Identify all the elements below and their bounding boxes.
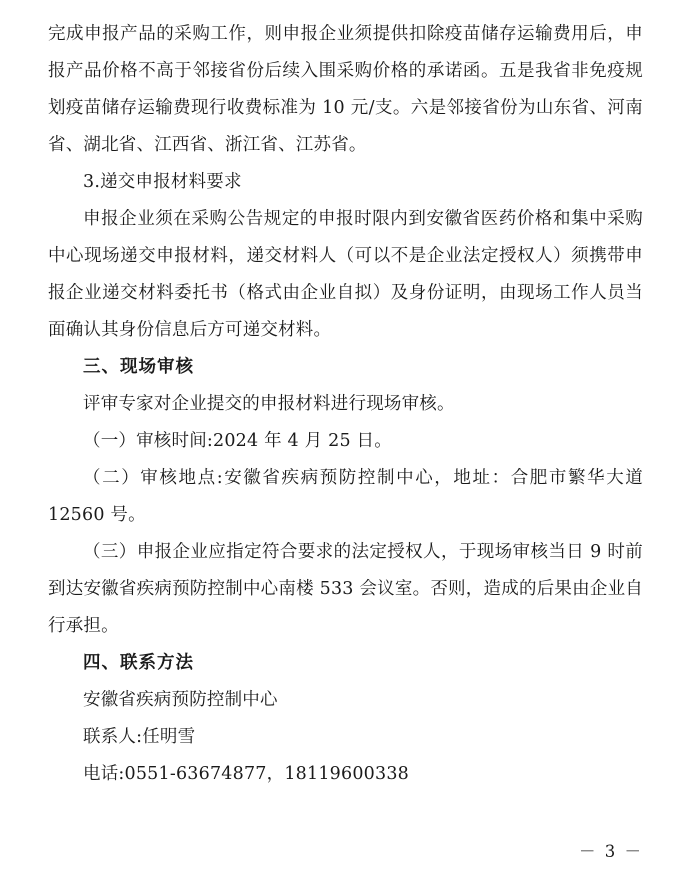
- page-number: － 3 －: [579, 842, 643, 861]
- paragraph-contact-phone: 电话:0551-63674877，18119600338: [83, 764, 409, 784]
- heading-onsite-review: 三、现场审核: [83, 357, 194, 377]
- paragraph-submission-requirements-body: 申报企业须在采购公告规定的申报时限内到安徽省医药价格和集中采购中心现场递交申报材料，递交材料人（可以不是企业法定授权人）须携带申报企业递交材料委托书（格式由企业自拟）及身份证明，由现场工作人员当面确认其身份信息后方可递交材料。: [48, 209, 643, 340]
- document-body: [48, 16, 643, 793]
- paragraph-review-location: （二）审核地点:安徽省疾病预防控制中心，地址：合肥市繁华大道 12560 号。: [48, 468, 643, 525]
- paragraph-continuation: 完成申报产品的采购工作，则申报企业须提供扣除疫苗储存运输费用后，申报产品价格不高于邻接省份后续入围采购价格的承诺函。五是我省非免疫规划疫苗储存运输费现行收费标准为 10 元/支。六是邻接省份为山东省、河南省、湖北省、江西省、浙江省、江苏省。: [48, 24, 643, 155]
- heading-contact-method: 四、联系方法: [83, 653, 194, 673]
- paragraph-submission-requirements-title: 3.递交申报材料要求: [83, 172, 242, 192]
- paragraph-review-time: （一）审核时间:2024 年 4 月 25 日。: [83, 431, 392, 451]
- paragraph-contact-org: 安徽省疾病预防控制中心: [83, 690, 278, 710]
- paragraph-review-attendance: （三）申报企业应指定符合要求的法定授权人，于现场审核当日 9 时前到达安徽省疾病预防控制中心南楼 533 会议室。否则，造成的后果由企业自行承担。: [48, 542, 643, 636]
- paragraph-contact-person: 联系人:任明雪: [83, 727, 196, 747]
- paragraph-review-intro: 评审专家对企业提交的申报材料进行现场审核。: [83, 394, 455, 414]
